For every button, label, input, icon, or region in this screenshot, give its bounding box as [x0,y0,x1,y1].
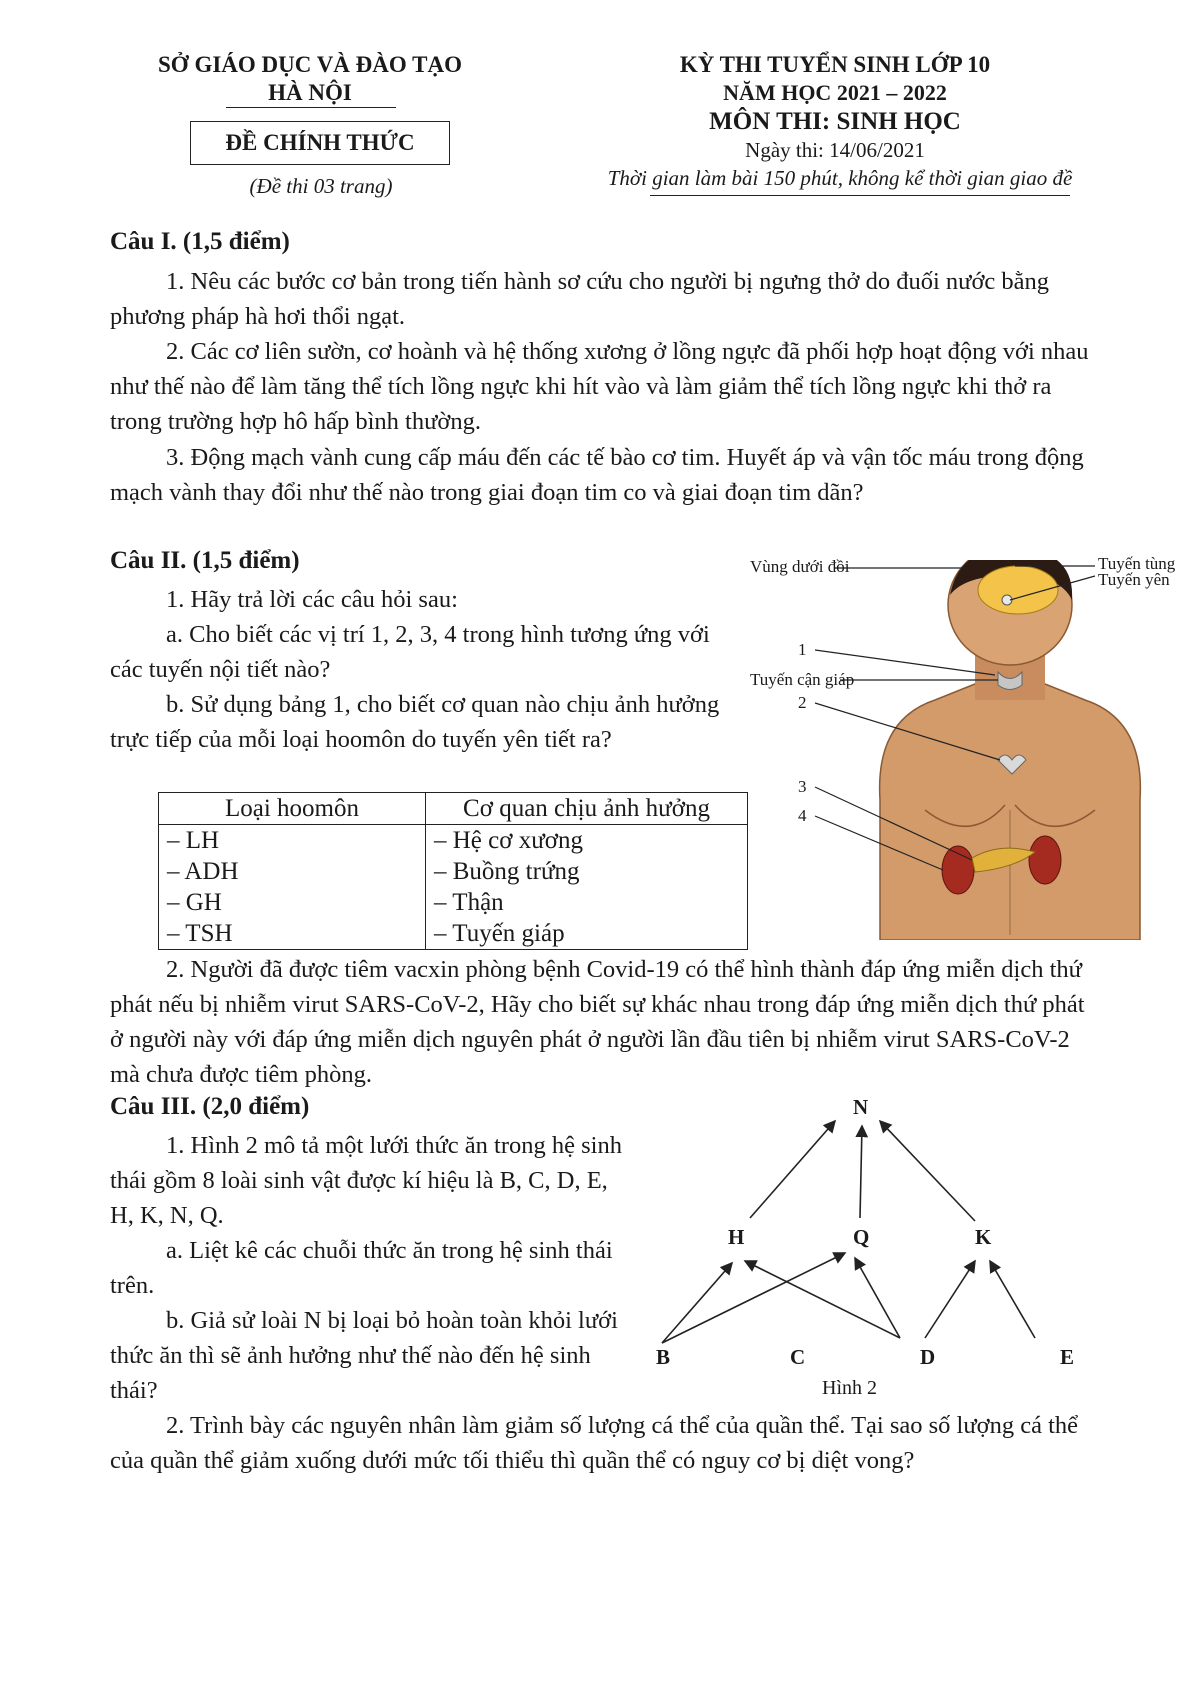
label-number-2: 2 [798,693,807,712]
label-pituitary-gland: Tuyến yên [1098,570,1170,589]
food-web-arrows [650,1093,1100,1393]
city-name: HÀ NỘI [268,80,352,105]
label-number-4: 4 [798,806,807,825]
table-cell: – Tuyến giáp [426,918,748,950]
table-cell: – TSH [159,918,426,950]
table-row [159,887,748,918]
table-header: Loại hoomôn [159,793,426,825]
table-header: Cơ quan chịu ảnh hưởng [426,793,748,825]
node-b: B [656,1345,671,1369]
label-hypothalamus: Vùng dưới đồi [750,557,850,576]
question-2-part-1b: b. Sử dụng bảng 1, cho biết cơ quan nào chịu ảnh hưởng trực tiếp của mỗi loại hoomôn do tuyến yên tiết ra? [110,691,720,753]
node-k: K [975,1225,992,1249]
pages-note: (Đề thi 03 trang) [249,174,393,198]
food-web-figure [650,1093,1100,1413]
hormone-table [158,792,748,950]
header-underline [226,107,396,108]
node-n: N [853,1095,869,1119]
question-3-part-1: 1. Hình 2 mô tả một lưới thức ăn trong hệ sinh thái gồm 8 loài sinh vật được kí hiệu là B, C, D, E, H, K, N, Q. [110,1132,622,1229]
exam-name: KỲ THI TUYỂN SINH LỚP 10 [679,52,991,77]
question-2-title: Câu II. (1,5 điểm) [110,547,300,574]
table-cell: – Buồng trứng [426,856,748,887]
figure-2-caption: Hình 2 [822,1377,877,1399]
question-2-part-2: 2. Người đã được tiêm vacxin phòng bệnh Covid-19 có thể hình thành đáp ứng miễn dịch thứ phát nếu bị nhiễm virut SARS-CoV-2, Hãy cho biết sự khác nhau trong đáp ứng miễn dịch thứ phát ở người này với đáp ứng miễn dịch nguyên phát ở người lần đầu tiên bị nhiễm virut SARS-CoV-2 mà chưa được tiêm phòng. [110,956,1085,1088]
table-cell: – ADH [159,856,426,887]
question-3-part-2: 2. Trình bày các nguyên nhân làm giảm số lượng cá thể của quần thể. Tại sao số lượng cá thể của quần thể giảm xuống dưới mức tối thiểu thì quần thể có nguy cơ bị diệt vong? [110,1412,1079,1474]
question-1-part-3: 3. Động mạch vành cung cấp máu đến các tế bào cơ tim. Huyết áp và vận tốc máu trong động mạch vành thay đổi như thế nào trong giai đoạn tim co và giai đoạn tim dãn? [110,444,1084,506]
label-parathyroid: Tuyến cận giáp [750,670,855,689]
school-year: NĂM HỌC 2021 – 2022 [723,80,947,105]
table-row [159,825,748,857]
official-exam-box: ĐỀ CHÍNH THỨC [190,121,450,165]
node-h: H [728,1225,745,1249]
table-row [159,856,748,887]
label-number-3: 3 [798,777,807,796]
table-cell: – GH [159,887,426,918]
question-1-part-1: 1. Nêu các bước cơ bản trong tiến hành sơ cứu cho người bị ngưng thở do đuối nước bằng phương pháp hà hơi thổi ngạt. [110,268,1050,330]
node-d: D [920,1345,936,1369]
table-cell: – LH [159,825,426,857]
human-body-illustration [760,560,1180,940]
table-row [159,918,748,950]
node-q: Q [853,1225,870,1249]
question-2-part-1a: a. Cho biết các vị trí 1, 2, 3, 4 trong hình tương ứng với các tuyến nội tiết nào? [110,621,710,683]
label-pineal-gland: Tuyến tùng [1098,554,1176,573]
question-2-part-1: 1. Hãy trả lời các câu hỏi sau: [166,586,458,613]
node-c: C [790,1345,806,1369]
table-cell: – Hệ cơ xương [426,825,748,857]
duration-underline [650,195,1070,196]
question-3-title: Câu III. (2,0 điểm) [110,1093,310,1120]
department-name: SỞ GIÁO DỤC VÀ ĐÀO TẠO [158,52,462,77]
exam-duration: Thời gian làm bài 150 phút, không kể thời gian giao đề [607,166,1073,190]
table-cell: – Thận [426,887,748,918]
question-3-part-1a: a. Liệt kê các chuỗi thức ăn trong hệ sinh thái trên. [110,1237,613,1299]
question-1-part-2: 2. Các cơ liên sườn, cơ hoành và hệ thống xương ở lồng ngực đã phối hợp hoạt động với nhau như thế nào để làm tăng thể tích lồng ngực khi hít vào và làm giảm thể tích lồng ngực khi thở ra trong trường hợp hô hấp bình thường. [110,338,1089,435]
label-number-1: 1 [798,640,807,659]
exam-subject: MÔN THI: SINH HỌC [709,108,961,135]
question-3-part-1b: b. Giả sử loài N bị loại bỏ hoàn toàn khỏi lưới thức ăn thì sẽ ảnh hưởng như thế nào đến hệ sinh thái? [110,1307,618,1404]
table-header-row [159,793,748,825]
exam-date: Ngày thi: 14/06/2021 [745,138,925,162]
endocrine-figure [750,554,1180,940]
question-1-title: Câu I. (1,5 điểm) [110,228,290,255]
node-e: E [1060,1345,1075,1369]
